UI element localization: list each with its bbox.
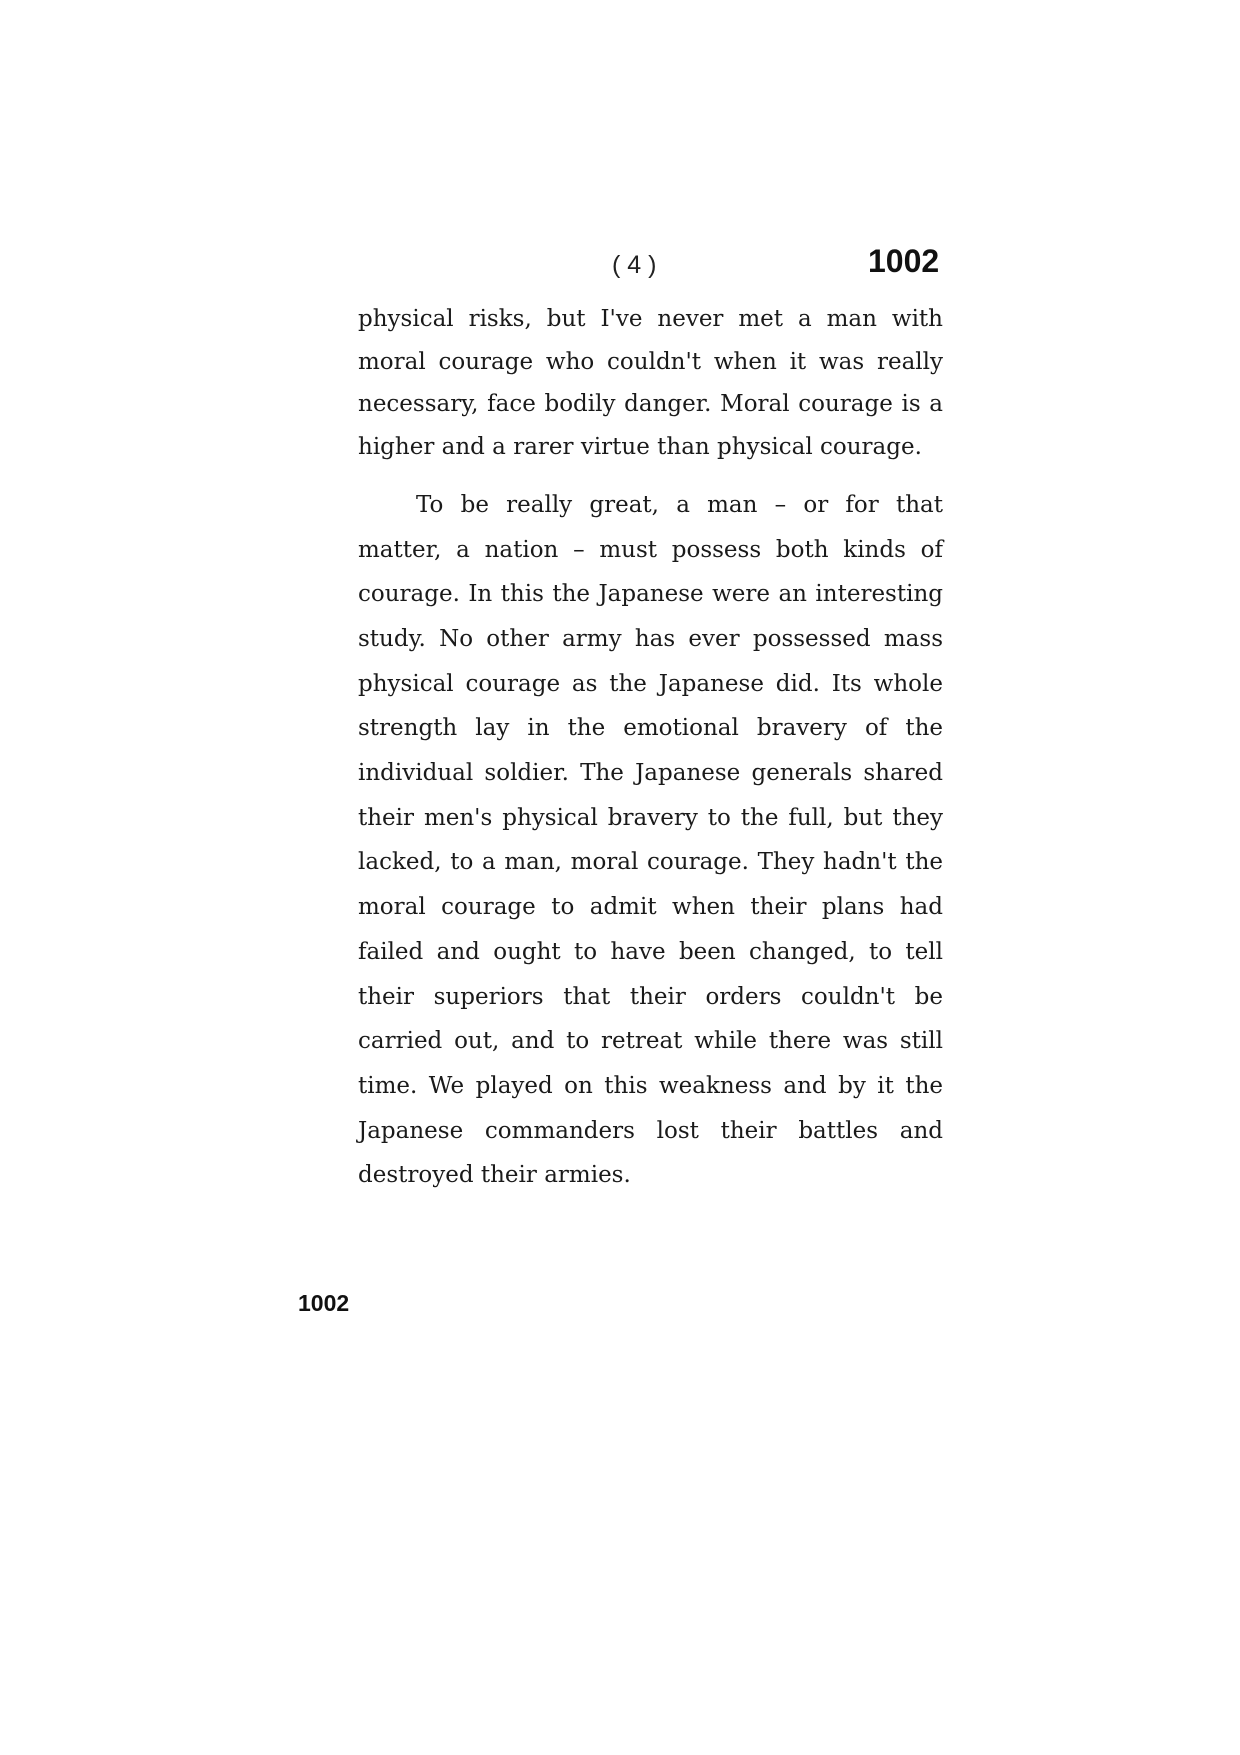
page-number: ( 4 ) xyxy=(612,251,657,279)
paper-code-header: 1002 xyxy=(868,243,940,279)
paragraph-2: To be really great, a man – or for that matter, a nation – must possess both kinds of courage. In this the Japanese were an interesting study. No other army has ever possessed mass physical courage as the Japanese did. Its whole strength lay in the emotional bravery of the individual soldier. The Japanese generals shared their men's physical bravery to the full, but they lacked, to a man, moral courage. They hadn't the moral courage to admit when their plans had failed and ought to have been changed, to tell their superiors that their orders couldn't be carried out, and to retreat while there was still time. We played on this weakness and by it the Japanese commanders lost their battles and destroyed their armies. xyxy=(358,491,943,1189)
body-text xyxy=(358,298,943,1198)
paper-code-footer: 1002 xyxy=(298,1290,350,1316)
paragraph-1: physical risks, but I've never met a man with moral courage who couldn't when it was really necessary, face bodily danger. Moral courage is a higher and a rarer virtue than physical courage. xyxy=(358,306,943,461)
